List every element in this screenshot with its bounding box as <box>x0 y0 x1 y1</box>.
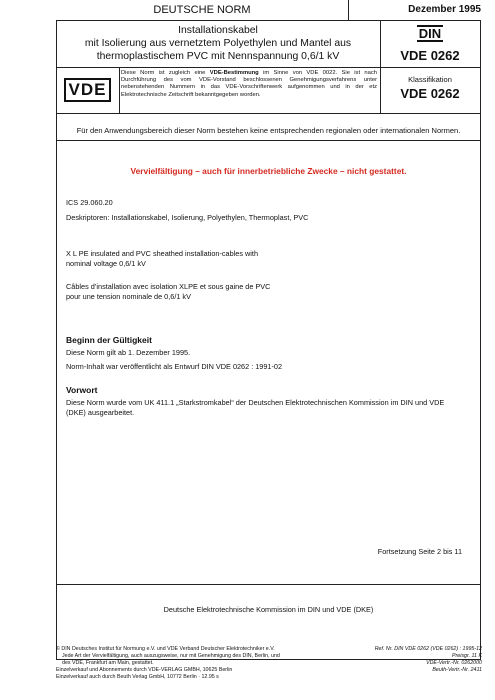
vde-note <box>121 70 377 99</box>
din-standard-number: VDE 0262 <box>400 48 460 63</box>
validity-line-1: Diese Norm gilt ab 1. Dezember 1995. <box>66 348 191 357</box>
foreword-heading: Vorwort <box>66 385 98 395</box>
classification-label: Klassifikation <box>408 75 452 84</box>
footer-price-group: Preisgr. 11 K <box>451 652 482 659</box>
vde-logo-box <box>57 67 118 112</box>
french-title <box>66 282 471 302</box>
vde-note-text-1: Diese Norm ist zugleich eine <box>121 70 210 76</box>
french-title-line-1: Câbles d’installation avec isolation XLPE et sous gaine de PVC <box>66 282 271 291</box>
footer-left-line: des VDE, Frankfurt am Main, gestattet. <box>62 659 154 666</box>
english-title <box>66 249 471 269</box>
publication-date: Dezember 1995 <box>408 4 481 15</box>
footer-copyright <box>56 646 316 681</box>
title-line-2: mit Isolierung aus vernetztem Polyethylen und Mantel aus <box>84 38 352 49</box>
footer-reference <box>330 646 482 674</box>
scope-note: Für den Anwendungsbereich dieser Norm bestehen keine entsprechenden regionalen oder internationalen Normen. <box>76 126 461 135</box>
title-line-3: thermoplastischem PVC mit Nennspannung 0,6/1 kV <box>96 51 340 62</box>
footer-ref-number: Ref. Nr. DIN VDE 0262 (VDE 0262) : 1995-12 <box>374 646 482 652</box>
vde-logo: VDE <box>64 78 112 102</box>
english-title-line-1: X L PE insulated and PVC sheathed installation-cables with <box>66 249 258 258</box>
reproduction-notice: Vervielfältigung – auch für innerbetriebliche Zwecke – nicht gestattet. <box>130 166 407 176</box>
din-number-box <box>380 21 480 66</box>
footer-left-line: Einzelverkauf auch durch Beuth Verlag GmbH, 10772 Berlin · 12.95 s <box>56 673 219 680</box>
commission-name: Deutsche Elektrotechnische Kommission im DIN und VDE (DKE) <box>163 605 374 614</box>
classification-number: VDE 0262 <box>400 86 460 101</box>
classification-box <box>380 67 480 112</box>
foreword-line-2: (DKE) ausgearbeitet. <box>66 408 135 417</box>
validity-heading: Beginn der Gültigkeit <box>66 335 152 345</box>
validity-line-2: Norm-Inhalt war veröffentlicht als Entwurf DIN VDE 0262 : 1991-02 <box>66 362 283 371</box>
footer-beuth-order-number: Beuth-Vertr.-Nr. 2411 <box>432 666 482 673</box>
vde-note-bold: VDE-Bestimmung <box>209 70 259 76</box>
foreword-text <box>66 398 471 418</box>
norm-type-label: DEUTSCHE NORM <box>153 4 251 16</box>
foreword-line-1: Diese Norm wurde vom UK 411.1 „Starkstromkabel“ der Deutschen Elektrotechnischen Kommission im DIN und VDE <box>66 398 445 407</box>
english-title-line-2: nominal voltage 0,6/1 kV <box>66 259 146 268</box>
continuation-note: Fortsetzung Seite 2 bis 11 <box>377 547 462 556</box>
footer-vde-order-number: VDE-Vertr.-Nr. 0262000 <box>426 659 482 666</box>
french-title-line-2: pour une tension nominale de 0,6/1 kV <box>66 292 191 301</box>
footer-left-line: Einzelverkauf und Abonnements durch VDE-VERLAG GMBH, 10625 Berlin <box>56 666 233 673</box>
footer-left-line: Jede Art der Vervielfältigung, auch auszugsweise, nur mit Genehmigung des DIN, Berlin, und <box>62 652 280 659</box>
descriptors: Deskriptoren: Installationskabel, Isolierung, Polyethylen, Thermoplast, PVC <box>66 213 309 222</box>
vde-note-text-2: im Sinne von VDE 0022. Sie ist nach Durchführung des vom VDE-Vorstand beschlossenen Genehmigungsverfahrens unter nebenstehenden Nummern in das VDE-Vorschriftenwerk aufgenommen und in der etz Elektrotechnische Zeitschrift bekanntgegeben worden. <box>121 70 377 98</box>
title-line-1: Installationskabel <box>178 25 258 36</box>
document-title <box>57 21 379 66</box>
footer-left-line: © DIN Deutsches Institut für Normung e.V. und VDE Verband Deutscher Elektrotechniker e.V. <box>56 646 275 652</box>
din-logo: DIN <box>418 26 442 41</box>
ics-code: ICS 29.060.20 <box>66 198 113 207</box>
